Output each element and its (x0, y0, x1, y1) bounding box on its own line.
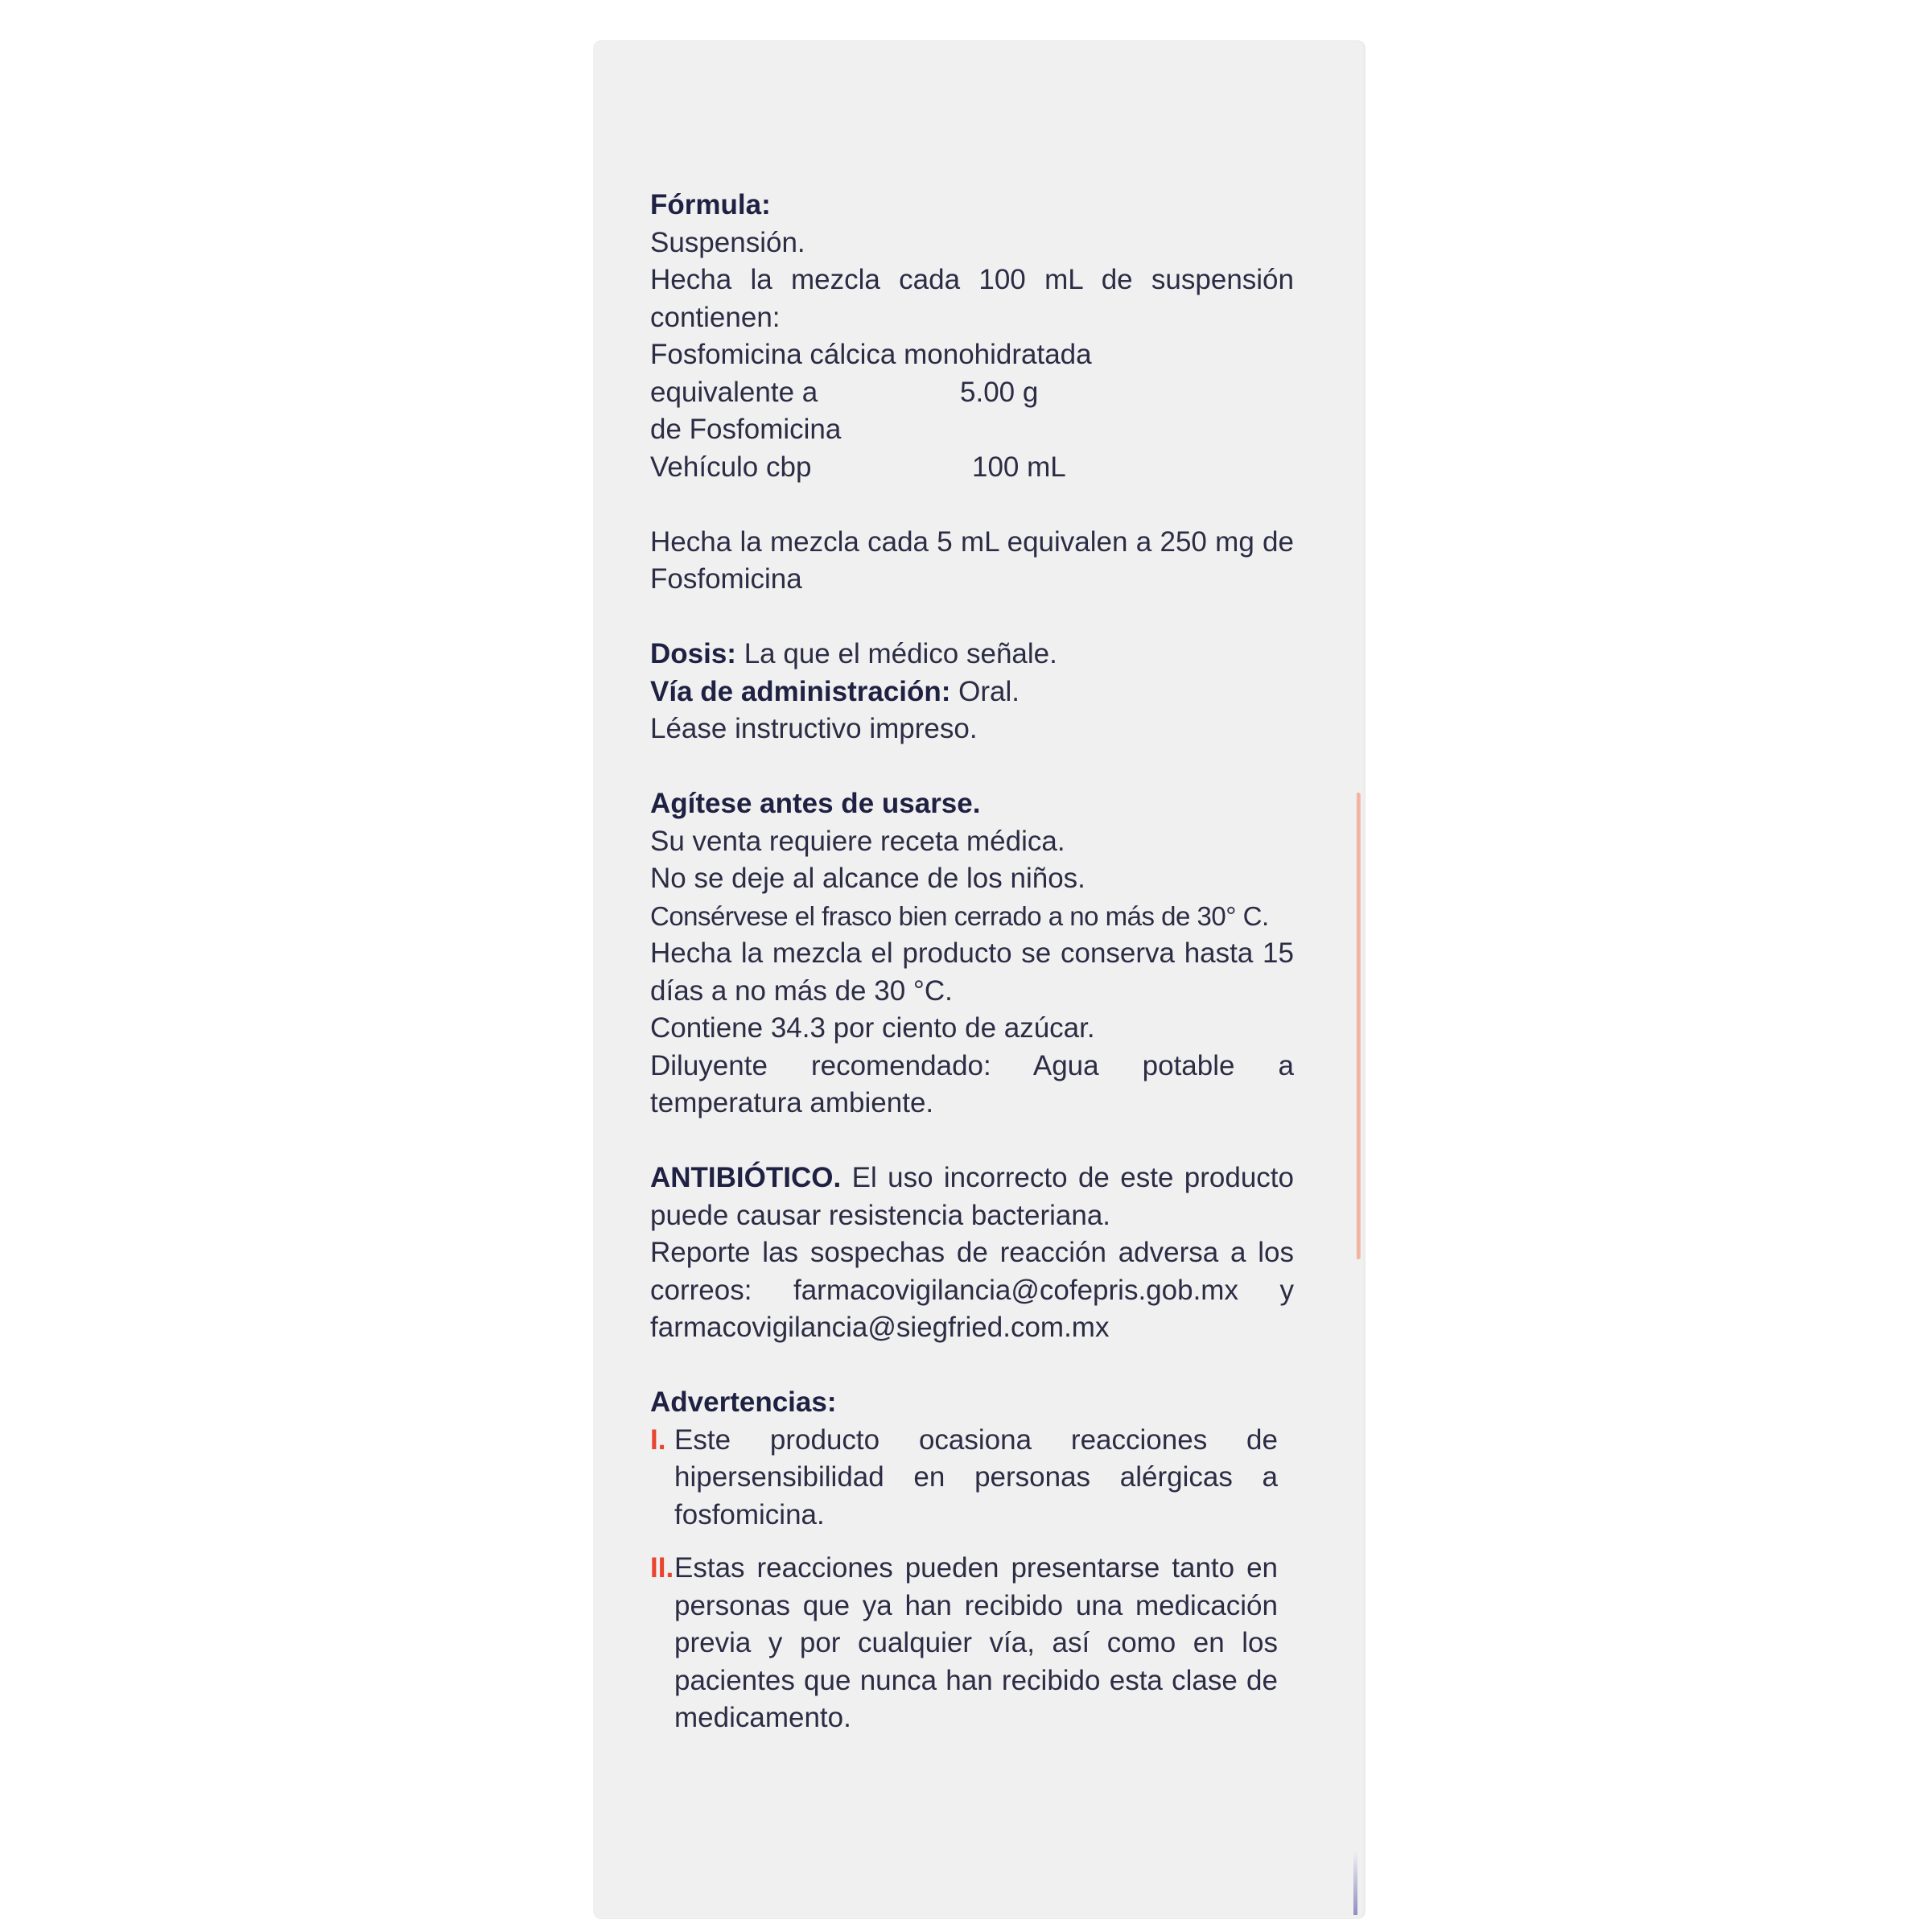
vehicle-value: 100 mL (972, 451, 1066, 483)
antibiotic-paragraph (650, 1160, 1294, 1234)
equiv-label: equivalente a (650, 376, 818, 408)
formula-intro: Hecha la mezcla cada 100 mL de suspensión contienen: (650, 264, 1294, 333)
route-text: Oral. (958, 675, 1020, 707)
warning-item (650, 1422, 1294, 1534)
equiv-value: 5.00 g (960, 376, 1039, 408)
sugar-notice: Contiene 34.3 por ciento de azúcar. (650, 1012, 1095, 1044)
warnings-heading: Advertencias: (650, 1386, 837, 1418)
read-leaflet: Léase instructivo impreso. (650, 713, 978, 744)
dose-line (650, 636, 1294, 674)
active-ingredient: Fosfomicina cálcica monohidratada (650, 339, 1092, 370)
equiv-row (650, 374, 1294, 412)
diluent-notice: Diluyente recomendado: Agua potable a temperatura ambiente. (650, 1049, 1294, 1118)
dose-label: Dosis: (650, 638, 736, 669)
vehicle-row (650, 449, 1294, 487)
antibiotic-label: ANTIBIÓTICO. (650, 1162, 842, 1193)
children-notice: No se deje al alcance de los niños. (650, 863, 1085, 894)
red-edge-stripe (1356, 793, 1361, 1259)
warning-number: I. (650, 1423, 666, 1456)
warning-number: II. (650, 1552, 674, 1584)
warning-text: Estas reacciones pueden presentarse tanto en personas que ya han recibido una medicación previa y por cualquier vía, así como en los pacientes que nunca han recibido esta clase de medicamento. (674, 1552, 1278, 1733)
prescription-notice: Su venta requiere receta médica. (650, 825, 1065, 857)
per-5ml: Hecha la mezcla cada 5 mL equivalen a 250 mg de Fosfomicina (650, 525, 1294, 595)
shake-notice: Agítese antes de usarse. (650, 788, 981, 819)
formula-form: Suspensión. (650, 226, 805, 258)
vehicle-label: Vehículo cbp (650, 451, 812, 483)
of-label: de Fosfomicina (650, 414, 842, 445)
route-line (650, 674, 1294, 711)
warning-item (650, 1550, 1294, 1737)
dose-text: La que el médico señale. (744, 638, 1057, 669)
mixed-conserve-notice: Hecha la mezcla el producto se conserva hasta 15 días a no más de 30 °C. (650, 937, 1294, 1007)
warning-text: Este producto ocasiona reacciones de hipersensibilidad en personas alérgicas a fosfomicina. (674, 1423, 1278, 1530)
blue-edge-stripe (1353, 1851, 1357, 1915)
report-paragraph: Reporte las sospechas de reacción adversa a los correos: farmacovigilancia@cofepris.gob.mx y farmacovigilancia@siegfried.com.mx (650, 1237, 1294, 1343)
route-label: Vía de administración: (650, 675, 951, 707)
formula-heading: Fórmula: (650, 189, 771, 220)
label-text (650, 187, 1294, 1737)
antibiotic-text: El uso incorrecto de este producto puede causar resistencia bacteriana. (650, 1162, 1294, 1231)
conserve-notice: Consérvese el frasco bien cerrado a no más de 30° C. (650, 900, 1269, 931)
